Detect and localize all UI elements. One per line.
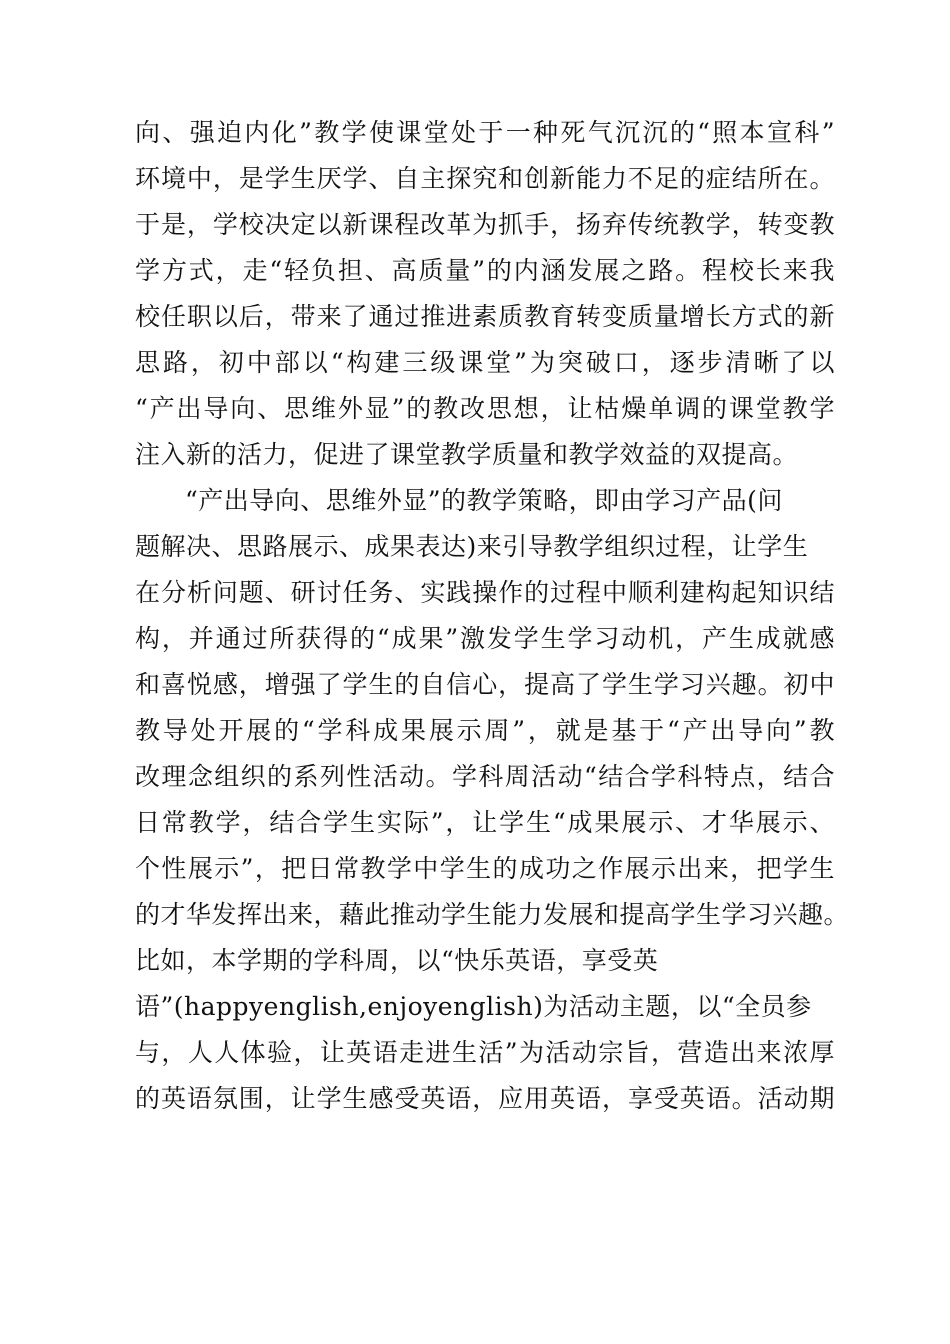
text-line: “产出导向、思维外显”的教改思想，让枯燥单调的课堂教学 (135, 394, 835, 423)
text-line: 注入新的活力，促进了课堂教学质量和教学效益的双提高。 (135, 440, 799, 469)
text-line: 在分析问题、研讨任务、实践操作的过程中顺利建构起知识结 (135, 578, 835, 607)
text-line: 学方式，走“轻负担、高质量”的内涵发展之路。程校长来我 (135, 256, 835, 285)
text-line: 题解决、思路展示、成果表达)来引导教学组织过程，让学生 (135, 532, 809, 561)
text-line: 的才华发挥出来，藉此推动学生能力发展和提高学生学习兴趣。 (135, 900, 850, 929)
text-line: 教导处开展的“学科成果展示周”，就是基于“产出导向”教 (135, 716, 835, 745)
text-line: 日常教学，结合学生实际”，让学生“成果展示、才华展示、 (135, 808, 835, 837)
text-line: 思路，初中部以“构建三级课堂”为突破口，逐步清晰了以 (135, 348, 835, 377)
text-line: 改理念组织的系列性活动。学科周活动“结合学科特点，结合 (135, 762, 835, 791)
text-line: 与，人人体验，让英语走进生活”为活动宗旨，营造出来浓厚 (135, 1038, 835, 1067)
text-line-mixed: 语”(happyenglish,enjoyenglish)为活动主题，以“全员参 (135, 992, 812, 1021)
text-line: 和喜悦感，增强了学生的自信心，提高了学生学习兴趣。初中 (135, 670, 835, 699)
text-line: 于是，学校决定以新课程改革为抓手，扬弃传统教学，转变教 (135, 210, 835, 239)
paragraph-start-line: “产出导向、思维外显”的教学策略，即由学习产品(问 (185, 486, 783, 515)
text-line: 个性展示”，把日常教学中学生的成功之作展示出来，把学生 (135, 854, 835, 883)
text-line: 校任职以后，带来了通过推进素质教育转变质量增长方式的新 (135, 302, 835, 331)
text-line: 向、强迫内化”教学使课堂处于一种死气沉沉的“照本宣科” (135, 118, 835, 147)
text-line: 构，并通过所获得的“成果”激发学生学习动机，产生成就感 (135, 624, 835, 653)
body-text (135, 110, 850, 1122)
text-line: 的英语氛围，让学生感受英语，应用英语，享受英语。活动期 (135, 1084, 835, 1113)
text-line: 比如，本学期的学科周，以“快乐英语，享受英 (135, 946, 659, 975)
text-line: 环境中，是学生厌学、自主探究和创新能力不足的症结所在。 (135, 164, 835, 193)
